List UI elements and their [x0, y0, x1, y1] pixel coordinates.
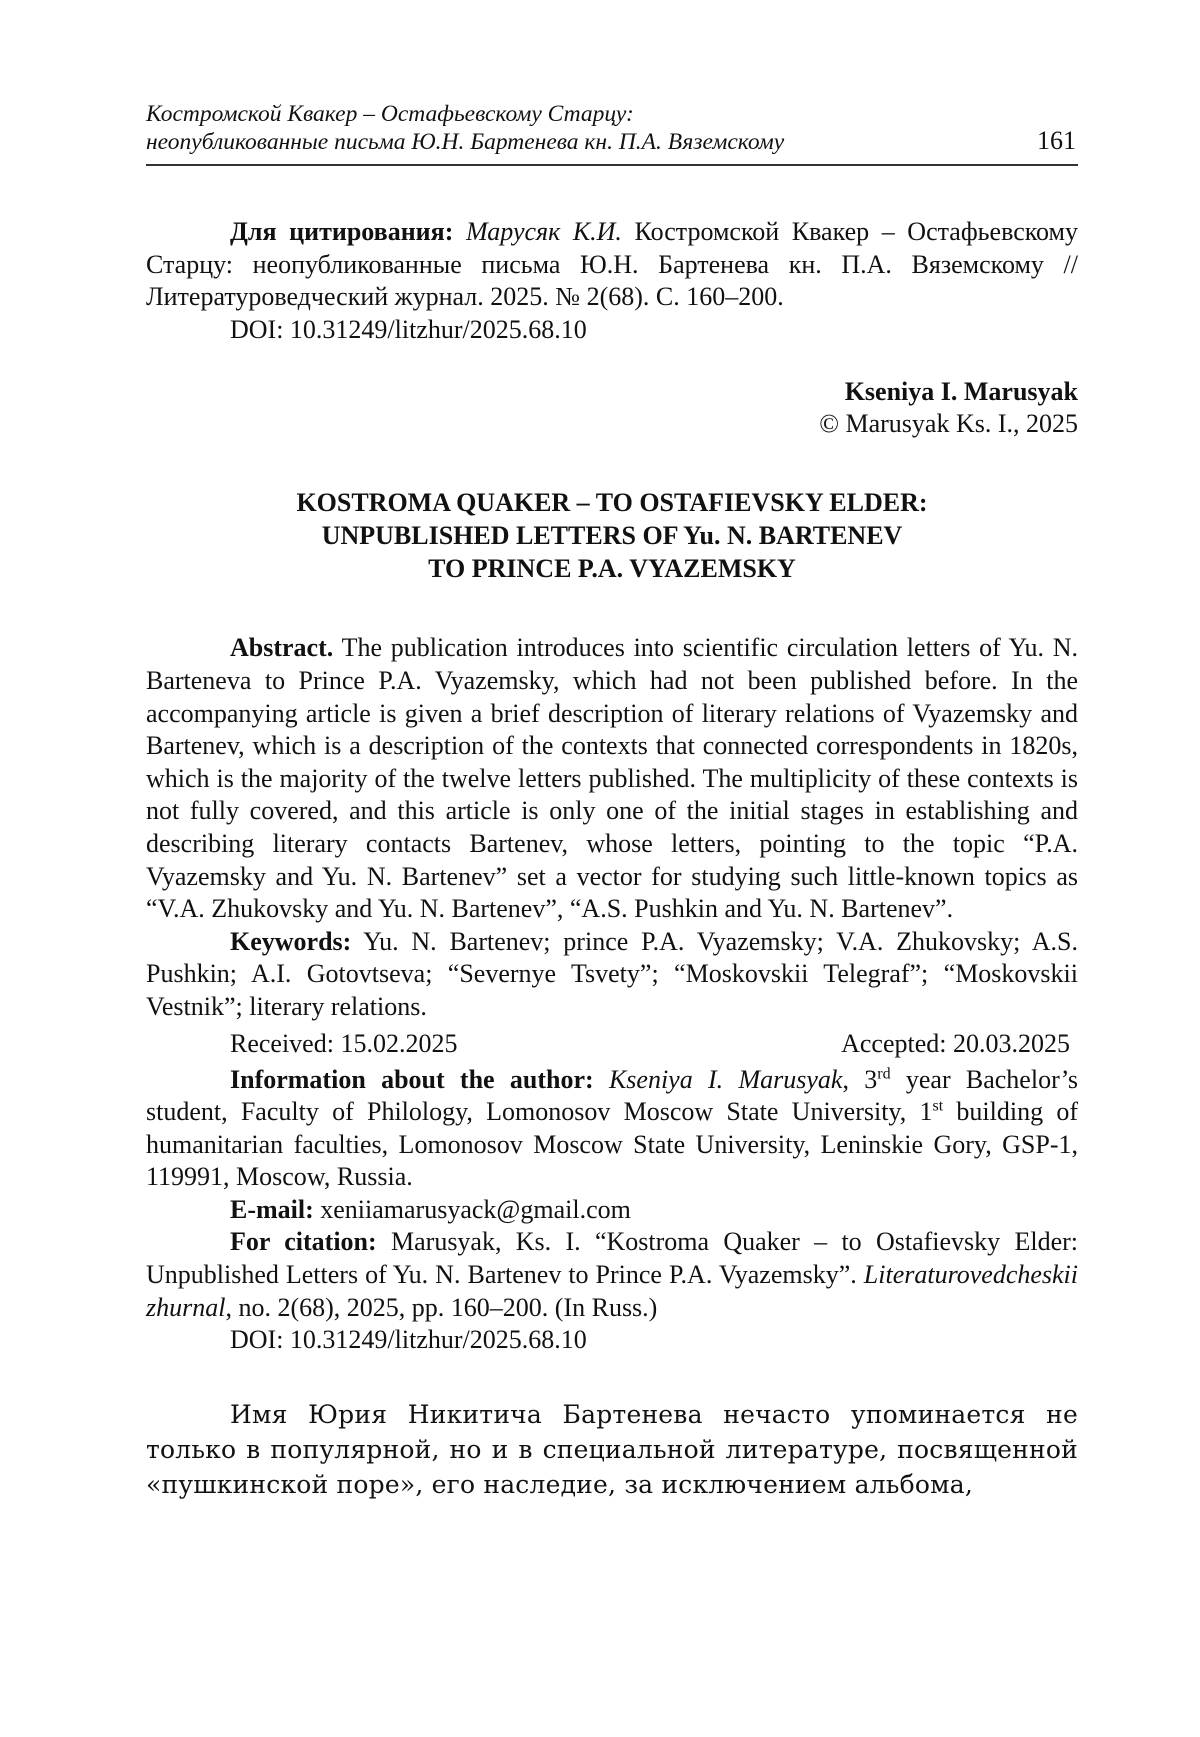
author-info-text-2: building of humanitarian faculties, Lomonosov Moscow State University, Leninskie Gory, GSP-1, 119991, Moscow, Russia.	[146, 1097, 1078, 1192]
email-label: E-mail:	[230, 1194, 314, 1224]
dates-row	[146, 1024, 1078, 1064]
article-title	[146, 486, 1078, 585]
running-title	[146, 96, 1078, 156]
copyright: © Marusyak Ks. I., 2025	[819, 409, 1078, 439]
citation-en	[146, 1226, 1078, 1324]
keywords-text: Yu. N. Bartenev; prince P.A. Vyazemsky; V.A. Zhukovsky; A.S. Pushkin; A.I. Gotovtseva; “Severnye Tsvety”; “Moskovskii Telegraf”; “Moskovskii Vestnik”; literary relations.	[146, 926, 1078, 1021]
abstract-label: Abstract.	[230, 633, 334, 663]
citation-en-doi: DOI: 10.31249/litzhur/2025.68.10	[230, 1325, 587, 1355]
citation-ru-text: Костромской Квакер – Остафьевскому Старцу: неопубликованные письма Ю.Н. Бартенева кн. П.А. Вяземскому // Литературоведческий журнал. 2025. № 2(68). С. 160–200.	[146, 217, 1079, 312]
citation-ru-label: Для цитирования:	[230, 217, 454, 246]
email-address[interactable]: xeniiamarusyack@gmail.com	[320, 1194, 631, 1224]
citation-ru-author: Марусяк К.И.	[466, 217, 622, 246]
running-header	[146, 96, 1078, 166]
author-block	[146, 376, 1078, 440]
citation-en-text-1: Marusyak, Ks. I. “Kostroma Quaker – to Ostafievsky Elder: Unpublished Letters of Yu. N. Bartenev to Prince P.A. Vyazemsky”.	[146, 1227, 1079, 1290]
article-title-line-3: TO PRINCE P.A. VYAZEMSKY	[428, 554, 796, 584]
email-line	[146, 1194, 1078, 1227]
citation-en-text-2: , no. 2(68), 2025, pp. 160–200. (In Russ.)	[225, 1292, 658, 1322]
article-title-line-1: KOSTROMA QUAKER – TO OSTAFIEVSKY ELDER:	[296, 488, 928, 518]
running-title-line-2: неопубликованные письма Ю.Н. Бартенева кн. П.А. Вяземскому	[146, 129, 785, 155]
running-title-line-1: Костромской Квакер – Остафьевскому Старцу:	[146, 101, 634, 127]
page-number: 161	[1037, 126, 1076, 155]
author-info-building-suffix: st	[932, 1097, 944, 1115]
main-text-paragraph: Имя Юрия Никитича Бартенева нечасто упоминается не только в популярной, но и в специальной литературе, посвященной «пушкинской поре», его наследие, за исключением альбома,	[146, 1399, 1078, 1499]
abstract-text: The publication introduces into scientific circulation letters of Yu. N. Barteneva to Prince P.A. Vyazemsky, which had not been published before. In the accompanying article is given a brief description of literary relations of Vyazemsky and Bartenev, which is a description of the contexts that connected correspondents in 1820s, which is the majority of the twelve letters published. The multiplicity of these contexts is not fully covered, and this article is only one of the initial stages in establishing and describing literary contacts Bartenev, whose letters, pointing to the topic “P.A. Vyazemsky and Yu. N. Bartenev” set a vector for studying such little-known topics as “V.A. Zhukovsky and Yu. N. Bartenev”, “A.S. Pushkin and Yu. N. Bartenev”.	[146, 633, 1078, 924]
keywords	[146, 926, 1078, 1024]
citation-ru	[146, 216, 1078, 314]
author-info-name: Kseniya I. Marusyak	[608, 1064, 843, 1094]
citation-en-label: For citation:	[230, 1227, 377, 1257]
author-info: Information about the author: Kseniya I. Marusyak, 3rd year Bachelor’s student, Faculty of Philology, Lomonosov Moscow State University, 1st building of humanitarian faculties, Lomonosov Moscow State University, Leninskie Gory, GSP-1, 119991, Moscow, Russia.	[146, 1064, 1079, 1192]
received-date: Received: 15.02.2025	[230, 1028, 458, 1058]
author-info-label: Information about the author:	[230, 1064, 594, 1094]
citation-ru-doi: DOI: 10.31249/litzhur/2025.68.10	[230, 314, 587, 344]
author-info-text-1: year Bachelor’s student, Faculty of Philology, Lomonosov Moscow State University,	[146, 1064, 1079, 1127]
page	[146, 96, 1078, 1502]
abstract-block	[146, 632, 1078, 1356]
author-info-year-suffix: rd	[877, 1064, 891, 1082]
article-title-line-2: UNPUBLISHED LETTERS OF Yu. N. BARTENEV	[321, 521, 903, 551]
abstract	[146, 632, 1078, 925]
author-name: Kseniya I. Marusyak	[844, 377, 1078, 407]
keywords-label: Keywords:	[230, 926, 352, 956]
author-info-year: 3	[864, 1064, 878, 1094]
citation-en-journal: Literaturovedcheskii zhurnal	[146, 1260, 1079, 1322]
citation-ru-block	[146, 216, 1078, 346]
author-info-building: 1	[919, 1097, 933, 1127]
accepted-date: Accepted: 20.03.2025	[841, 1028, 1070, 1058]
